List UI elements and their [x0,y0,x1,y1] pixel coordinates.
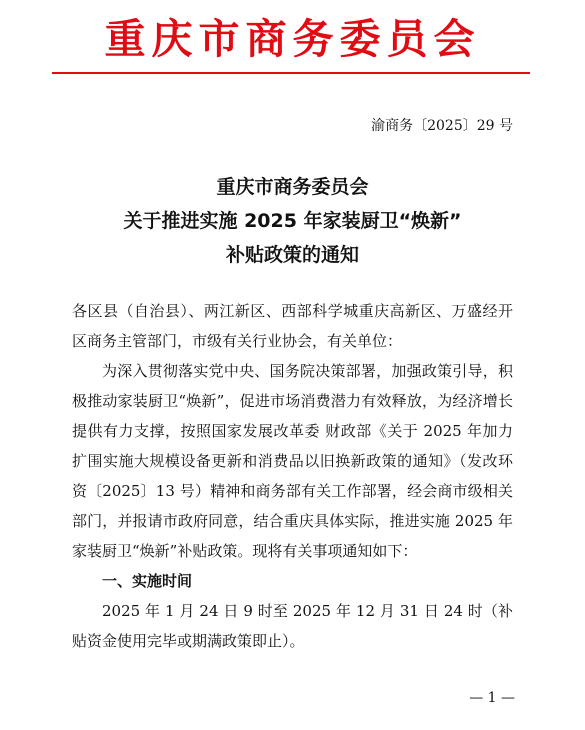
title-line-3: 补贴政策的通知 [225,244,359,266]
title-line-2: 关于推进实施 2025 年家装厨卫“焕新” [123,210,462,232]
document-body [72,296,513,656]
section-1-text: 2025 年 1 月 24 日 9 时至 2025 年 12 月 31 日 24 时（补贴资金使用完毕或期满政策即止）。 [72,602,513,650]
document-number: 渝商务〔2025〕29 号 [371,118,513,134]
title-line-1: 重庆市商务委员会 [216,176,369,198]
masthead-red-rule [52,72,530,74]
document-title [0,170,585,272]
section-heading-1: 一、实施时间 [102,572,193,590]
addressee-paragraph: 各区县（自治县）、两江新区、西部科学城重庆高新区、万盛经开区商务主管部门，市级有关行业协会，有关单位： [72,302,513,350]
body-paragraph-1: 为深入贯彻落实党中央、国务院决策部署，加强政策引导，积极推动家装厨卫“焕新”，促进市场消费潜力有效释放，为经济增长提供有力支撑，按照国家发展改革委 财政部《关于 2025 年加力扩围实施大规模设备更新和消费品以旧换新政策的通知》（发改环资〔2025〕13 号）精神和商务部有关工作部署，经会商市级相关部门，并报请市政府同意，结合重庆具体实际，推进实施 2025 年家装厨卫“焕新”补贴政策。现将有关事项通知如下： [72,362,513,560]
agency-masthead: 重庆市商务委员会 [104,15,481,63]
page-number: — 1 — [469,690,515,706]
